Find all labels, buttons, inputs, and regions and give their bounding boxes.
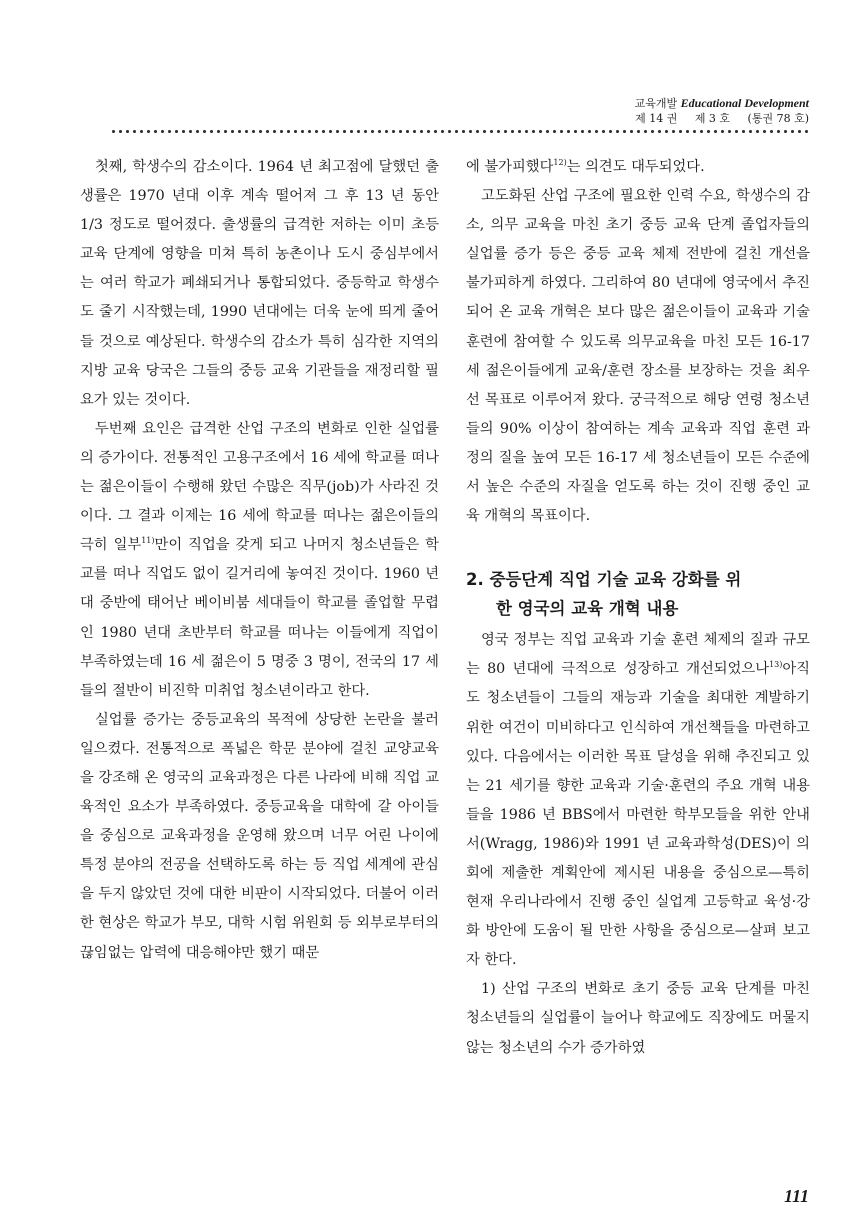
volume: 제 14 권 [635,112,678,125]
text-span: 에 불가피했다 [466,159,554,175]
journal-title-line [635,96,809,111]
paragraph: 첫째, 학생수의 감소이다. 1964 년 최고점에 달했던 출생률은 1970 년대 이후 계속 떨어져 그 후 13 년 동안 1/3 정도로 떨어졌다. 출생률의 급격한 저하는 이미 초등교육 단계에 영향을 미쳐 특히 농촌이나 도시 중심부에서는 여러 학교가 폐쇄되거나 통합되었다. 중등학교 학생수도 줄기 시작했는데, 1990 년대에는 더욱 눈에 띄게 줄어들 것으로 예상된다. 학생수의 감소가 특히 심각한 지역의 지방 교육 당국은 그들의 중등 교육 기관들을 재정리할 필요가 있는 것이다. [80,159,439,408]
left-column [80,153,439,968]
section-heading [466,565,810,623]
journal-title-en: Educational Development [680,96,809,110]
paragraph: 실업률 증가는 중등교육의 목적에 상당한 논란을 불러일으켰다. 전통적으로 폭넓은 학문 분야에 걸친 교양교육을 강조해 온 영국의 교육과정은 다른 나라에 비해 직업 교육적인 요소가 부족하였다. 중등교육을 대학에 갈 아이들을 중심으로 교육과정을 운영해 왔으며 너무 어린 나이에 특정 분야의 전공을 선택하도록 하는 등 직업 세계에 관심을 두지 않았던 것에 대한 비판이 시작되었다. 더불어 이러한 현상은 학교가 부모, 대학 시험 위원회 등 외부로부터의 끊임없는 압력에 대응해야만 했기 때문 [80,711,439,961]
paragraph: 고도화된 산업 구조에 필요한 인력 수요, 학생수의 감소, 의무 교육을 마친 초기 중등 교육 단계 졸업자들의 실업률 증가 등은 중등 교육 체제 전반에 걸친 개선을 불가피하게 하였다. 그리하여 80 년대에 영국에서 추진되어 온 교육 개혁은 보다 많은 젊은이들이 교육과 기술 훈련에 참여할 수 있도록 의무교육을 마친 모든 16-17 세 젊은이들에게 교육/훈련 장소를 보장하는 것을 최우선 목표로 이루어져 왔다. 궁극적으로 해당 연령 청소년들의 90% 이상이 참여하는 계속 교육과 직업 훈련 과정의 질을 높여 모든 16-17 세 청소년들이 모든 수준에서 높은 수준의 자질을 얻도록 하는 것이 진행 중인 교육 개혁의 목표이다. [466,188,810,525]
journal-title-ko: 교육개발 [634,97,678,110]
total-issue: (통권 78 호) [747,112,809,125]
section-heading-line-1: 2. 중등단계 직업 기술 교육 강화를 위 [466,570,742,590]
paragraph [466,153,810,182]
section-heading-line-2: 한 영국의 교육 개혁 내용 [496,599,679,619]
paragraph [466,626,810,975]
dotted-divider [110,128,812,135]
footnote-ref: 11) [141,536,155,546]
footnote-ref: 13) [769,660,783,670]
page-number: 111 [783,1186,809,1206]
issue: 제 3 호 [694,112,731,125]
paragraph [80,415,439,706]
text-span: 영국 정부는 직업 교육과 기술 훈련 체제의 질과 규모는 80 년대에 극적으로 성장하고 개선되었으나 [466,632,810,678]
paragraph: 1) 산업 구조의 변화로 초기 중등 교육 단계를 마친 청소년들의 실업률이 늘어나 학교에도 직장에도 머물지 않는 청소년의 수가 증가하였 [466,981,810,1056]
running-header [635,96,809,126]
text-span: 두번째 요인은 급격한 산업 구조의 변화로 인한 실업률의 증가이다. 전통적인 고용구조에서 16 세에 학교를 떠나는 젊은이들이 수행해 왔던 수많은 직무(job)가 사라진 것이다. 그 결과 이제는 16 세에 학교를 떠나는 젊은이들의 극히 일부 [80,420,439,554]
footnote-ref: 12) [553,158,567,168]
text-span: 아직도 청소년들이 그들의 재능과 기술을 최대한 계발하기 위한 여건이 미비하다고 인식하여 개선책들을 마련하고 있다. 다음에서는 이러한 목표 달성을 위해 추진되고 있는 21 세기를 향한 교육과 기술·훈련의 주요 개혁 내용들을 1986 년 BBS에서 마련한 학부모들을 위한 안내서(Wragg, 1986)와 1991 년 교육과학성(DES)이 의회에 제출한 계획안에 제시된 내용을 중심으로—특히 현재 우리나라에서 진행 중인 실업계 고등학교 육성·강화 방안에 도움이 될 만한 사항을 중심으로—살펴 보고자 한다. [466,661,810,969]
issue-line [635,111,809,126]
right-column [466,153,810,1063]
text-span: 는 의견도 대두되었다. [566,159,705,175]
text-span: 만이 직업을 갖게 되고 나머지 청소년들은 학교를 떠나 직업도 없이 길거리에 놓여진 것이다. 1960 년대 중반에 태어난 베이비붐 세대들이 학교를 졸업할 무렵인 1980 년대 초반부터 학교를 떠나는 이들에게 직업이 부족하였는데 16 세 젊은이 5 명중 3 명이, 전국의 17 세들의 절반이 비진학 미취업 청소년이라고 한다. [80,537,439,699]
